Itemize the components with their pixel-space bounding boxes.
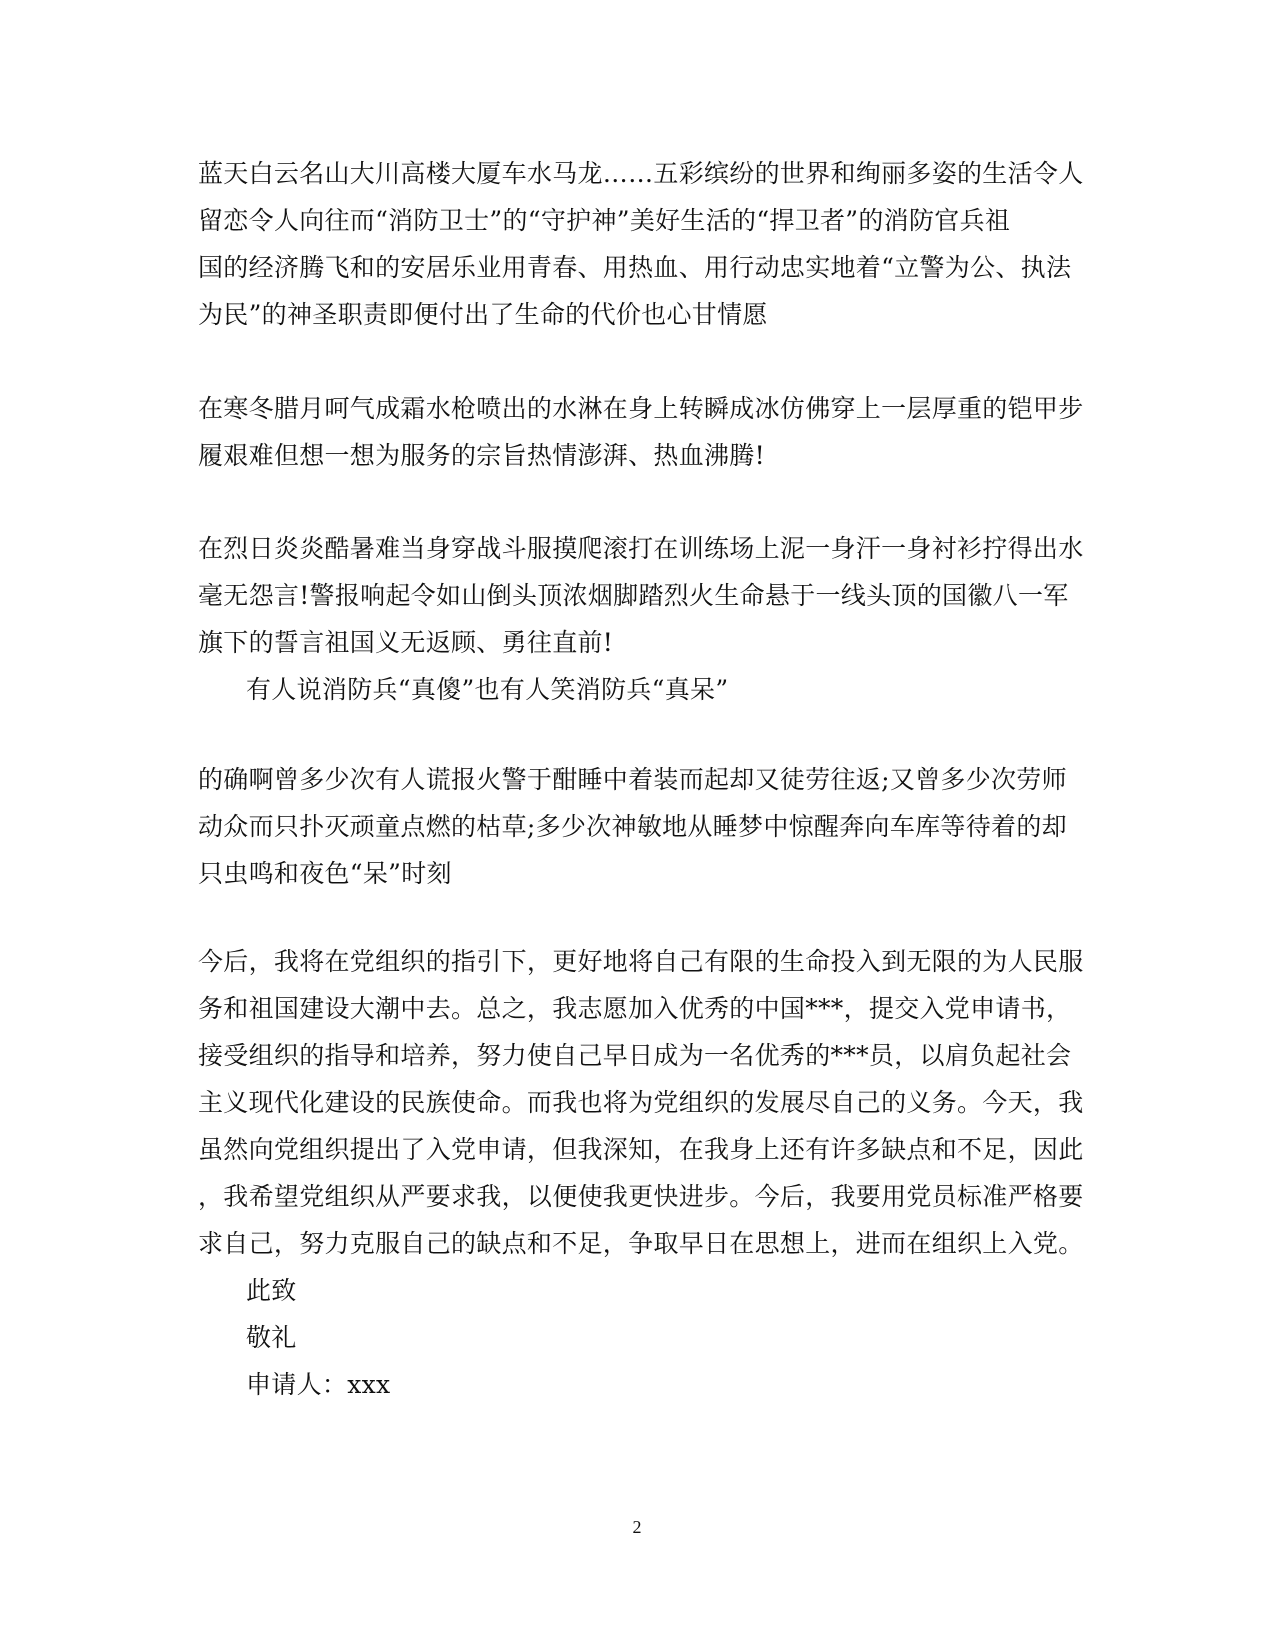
closing-block xyxy=(198,1267,1078,1408)
text-line: ，我希望党组织从严要求我，以便使我更快进步。今后，我要用党员标准严格要 xyxy=(198,1182,1084,1211)
closing-regards: 敬礼 xyxy=(246,1323,297,1352)
text-line: 蓝天白云名山大川高楼大厦车水马龙……五彩缤纷的世界和绚丽多姿的生活令人 xyxy=(198,159,1084,188)
text-line: 在烈日炎炎酷暑难当身穿战斗服摸爬滚打在训练场上泥一身汗一身衬衫拧得出水 xyxy=(198,534,1084,563)
text-line: 动众而只扑灭顽童点燃的枯草;多少次神敏地从睡梦中惊醒奔向车库等待着的却 xyxy=(198,812,1067,841)
text-line: 国的经济腾飞和的安居乐业用青春、用热血、用行动忠实地着“立警为公、执法 xyxy=(198,253,1072,282)
text-line: 的确啊曾多少次有人谎报火警于酣睡中着装而起却又徒劳往返;又曾多少次劳师 xyxy=(198,765,1067,794)
paragraph-application xyxy=(198,938,1084,1267)
text-line: 只虫鸣和夜色“呆”时刻 xyxy=(198,859,452,888)
text-line: 在寒冬腊月呵气成霜水枪喷出的水淋在身上转瞬成冰仿佛穿上一层厚重的铠甲步 xyxy=(198,394,1084,423)
text-line: 今后，我将在党组织的指引下，更好地将自己有限的生命投入到无限的为人民服 xyxy=(198,947,1084,976)
text-line: 留恋令人向往而“消防卫士”的“守护神”美好生活的“捍卫者”的消防官兵祖 xyxy=(198,206,1011,235)
text-line: 有人说消防兵“真傻”也有人笑消防兵“真呆” xyxy=(246,675,729,704)
applicant-signature: 申请人：xxx xyxy=(246,1370,391,1399)
page-number: 2 xyxy=(632,1517,642,1537)
text-line: 主义现代化建设的民族使命。而我也将为党组织的发展尽自己的义务。今天，我 xyxy=(198,1088,1084,1117)
text-line: 务和祖国建设大潮中去。总之，我志愿加入优秀的中国***，提交入党申请书， xyxy=(198,994,1072,1023)
paragraph-firefighter-intro xyxy=(198,150,1084,338)
text-line: 虽然向党组织提出了入党申请，但我深知，在我身上还有许多缺点和不足，因此 xyxy=(198,1135,1084,1164)
paragraph-false-alarms xyxy=(198,756,1078,897)
paragraph-silly xyxy=(198,666,1078,713)
text-line: 接受组织的指导和培养，努力使自己早日成为一名优秀的***员，以肩负起社会 xyxy=(198,1041,1072,1070)
text-line: 履艰难但想一想为服务的宗旨热情澎湃、热血沸腾! xyxy=(198,441,765,470)
closing-salutation: 此致 xyxy=(246,1276,297,1305)
text-line: 毫无怨言!警报响起令如山倒头顶浓烟脚踏烈火生命悬于一线头顶的国徽八一军 xyxy=(198,581,1069,610)
paragraph-summer xyxy=(198,525,1084,666)
text-line: 求自己，努力克服自己的缺点和不足，争取早日在思想上，进而在组织上入党。 xyxy=(198,1229,1084,1258)
text-line: 旗下的誓言祖国义无返顾、勇往直前! xyxy=(198,628,614,657)
paragraph-winter xyxy=(198,385,1084,479)
text-line: 为民”的神圣职责即便付出了生命的代价也心甘情愿 xyxy=(198,300,768,329)
